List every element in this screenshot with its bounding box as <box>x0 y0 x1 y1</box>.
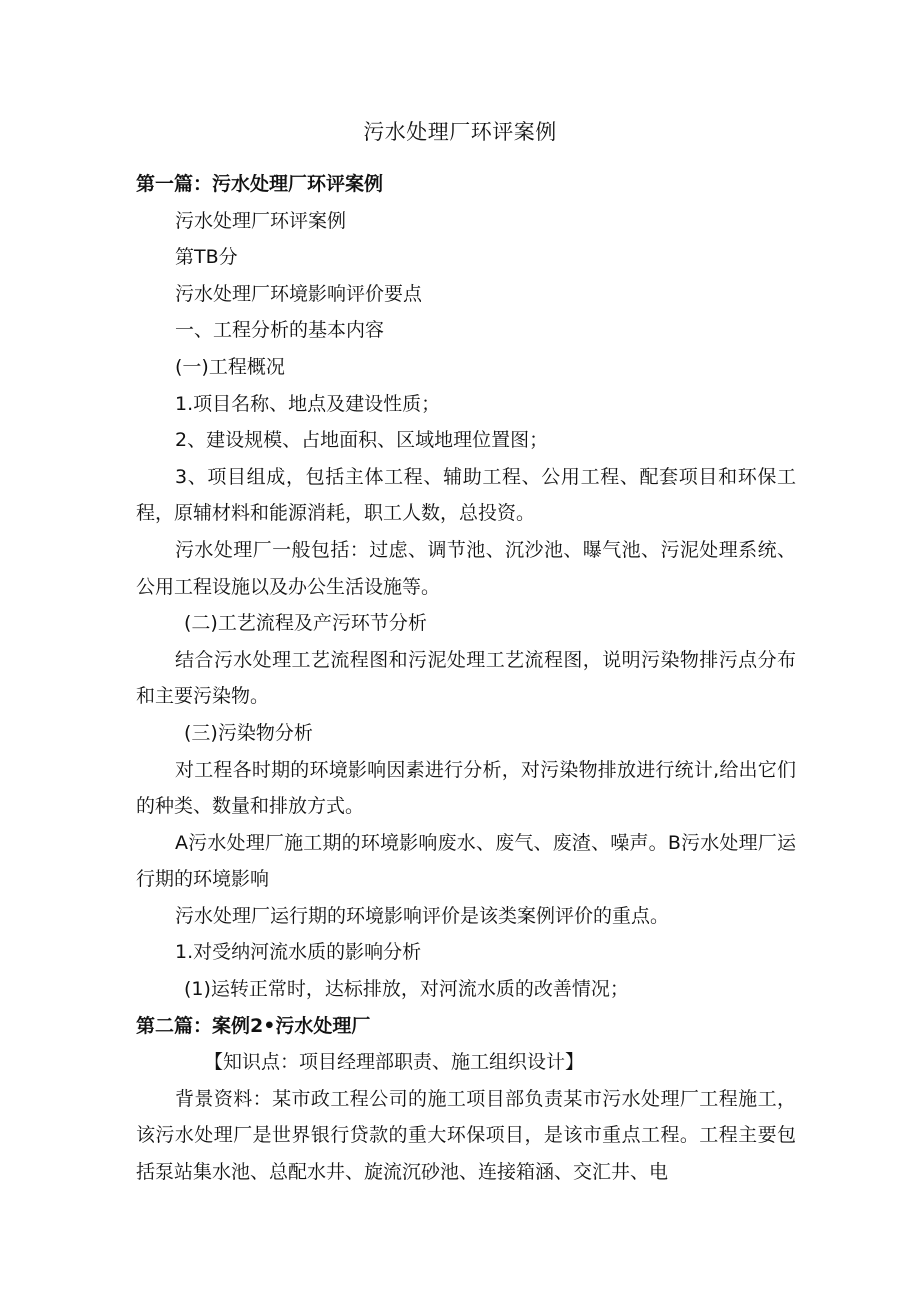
document-body <box>136 166 796 1191</box>
paragraph: 污水处理厂环评案例 <box>175 209 347 232</box>
sub-heading: (三)污染物分析 <box>184 721 313 744</box>
paragraph: 污水处理厂运行期的环境影响评价是该类案例评价的重点。 <box>175 904 670 927</box>
list-item: 3、项目组成，包括主体工程、辅助工程、公用工程、配套项目和环保工程，原辅材料和能源消耗，职工人数，总投资。 <box>136 465 796 525</box>
paragraph: 对工程各时期的环境影响因素进行分析，对污染物排放进行统计,给出它们的种类、数量和排放方式。 <box>136 758 796 818</box>
list-item: 1.项目名称、地点及建设性质； <box>175 392 441 415</box>
list-item: (1)运转正常时，达标排放，对河流水质的改善情况； <box>184 978 629 1001</box>
section-heading-1: 第一篇：污水处理厂环评案例 <box>136 173 384 195</box>
knowledge-point: 【知识点：项目经理部职责、施工组织设计】 <box>204 1051 585 1074</box>
list-heading: 一、工程分析的基本内容 <box>175 319 385 342</box>
paragraph: 污水处理厂一般包括：过虑、调节池、沉沙池、曝气池、污泥处理系统、公用工程设施以及办公生活设施等。 <box>136 538 796 598</box>
paragraph: 背景资料：某市政工程公司的施工项目部负责某市污水处理厂工程施工，该污水处理厂是世界银行贷款的重大环保项目，是该市重点工程。工程主要包括泵站集水池、总配水井、旋流沉砂池、连接箱涵、交汇井、电 <box>136 1087 796 1184</box>
paragraph: 第TB分 <box>175 246 238 269</box>
list-item: 2、建设规模、占地面积、区域地理位置图； <box>175 429 549 452</box>
sub-heading: (二)工艺流程及产污环节分析 <box>184 612 427 635</box>
paragraph: 结合污水处理工艺流程图和污泥处理工艺流程图，说明污染物排污点分布和主要污染物。 <box>136 648 796 708</box>
paragraph: A污水处理厂施工期的环境影响废水、废气、废渣、噪声。B污水处理厂运行期的环境影响 <box>136 831 796 891</box>
sub-heading: (一)工程概况 <box>175 355 285 378</box>
document-title: 污水处理厂环评案例 <box>363 120 557 144</box>
list-item: 1.对受纳河流水质的影响分析 <box>175 941 422 964</box>
paragraph: 污水处理厂环境影响评价要点 <box>175 282 423 305</box>
section-heading-2: 第二篇：案例2•污水处理厂 <box>136 1014 371 1037</box>
